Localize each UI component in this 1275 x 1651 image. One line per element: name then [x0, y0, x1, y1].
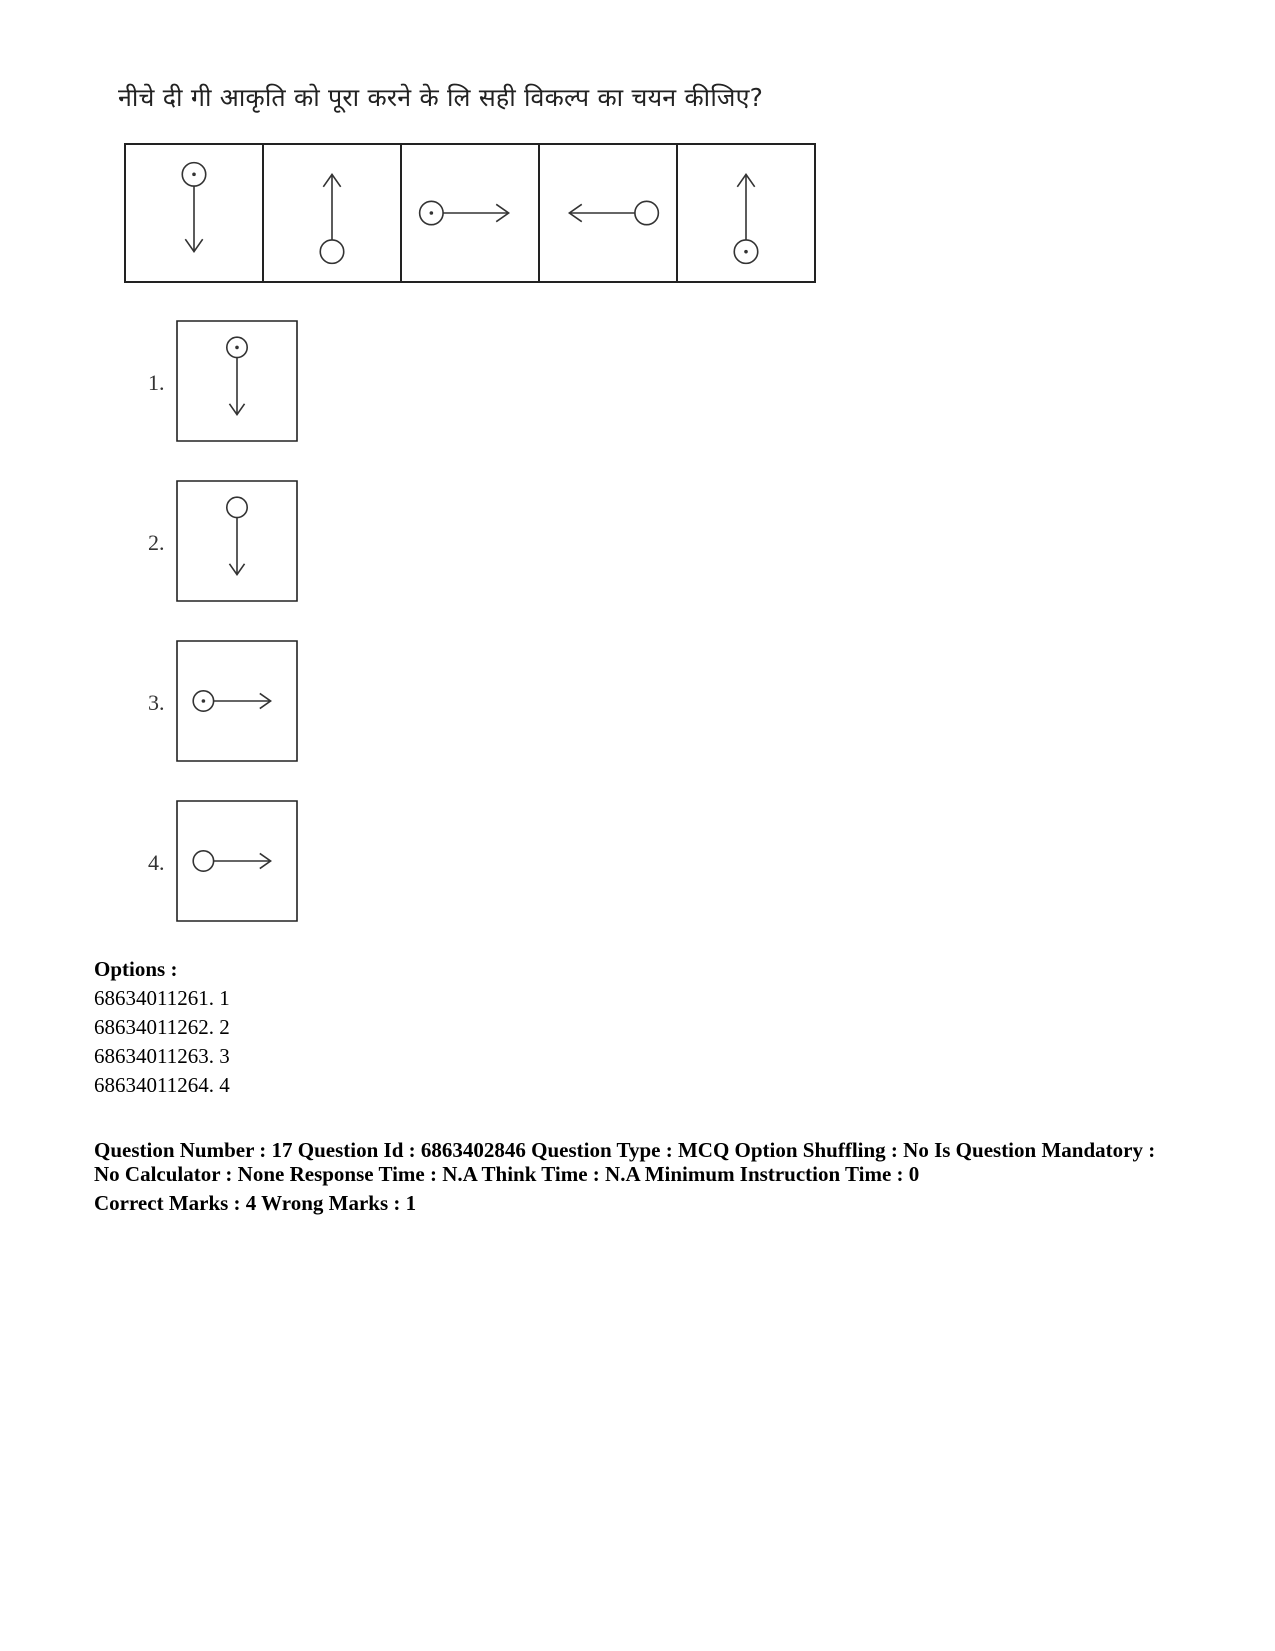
question-meta: [94, 1138, 1214, 1215]
figure-cell: [177, 321, 297, 441]
question-meta-line2: No Calculator : None Response Time : N.A Think Time : N.A Minimum Instruction Time : 0: [94, 1162, 920, 1186]
answer-figure-3: [176, 640, 302, 766]
figure-cell: [125, 144, 263, 282]
answer-option-label: 1.: [148, 370, 165, 395]
center-dot-icon: [192, 173, 196, 177]
options-heading: Options :: [94, 957, 178, 981]
answer-option-label: 4.: [148, 850, 165, 875]
answer-figure-4: [176, 800, 302, 926]
center-dot-icon: [744, 250, 748, 254]
figure-cell: [177, 481, 297, 601]
circle-icon: [320, 240, 343, 263]
option-item: 68634011261. 1: [94, 986, 230, 1010]
question-marks: Correct Marks : 4 Wrong Marks : 1: [94, 1191, 417, 1215]
option-item: 68634011264. 4: [94, 1073, 230, 1097]
center-dot-icon: [235, 346, 239, 350]
question-text: नीचे दी गी आकृति को पूरा करने के लि सही विकल्प का चयन कीजिए?: [118, 83, 764, 112]
figure-cell: [263, 144, 401, 282]
question-meta-line1: Question Number : 17 Question Id : 6863402846 Question Type : MCQ Option Shuffling : No Is Question Mandatory :: [94, 1138, 1156, 1162]
center-dot-icon: [202, 699, 206, 703]
center-dot-icon: [430, 211, 434, 215]
figure-cell: [401, 144, 539, 282]
figure-cell: [177, 641, 297, 761]
option-item: 68634011262. 2: [94, 1015, 230, 1039]
circle-icon: [193, 851, 213, 871]
figure-cell: [539, 144, 677, 282]
figure-cell: [677, 144, 815, 282]
figure-cell: [177, 801, 297, 921]
answer-option-label: 2.: [148, 530, 165, 555]
answer-figure-2: [176, 480, 302, 606]
circle-icon: [227, 497, 247, 517]
option-item: 68634011263. 3: [94, 1044, 230, 1068]
options-list: [94, 955, 230, 1100]
answer-option-label: 3.: [148, 690, 165, 715]
circle-icon: [635, 201, 658, 224]
question-figure-strip: [124, 143, 844, 291]
answer-figure-1: [176, 320, 302, 446]
